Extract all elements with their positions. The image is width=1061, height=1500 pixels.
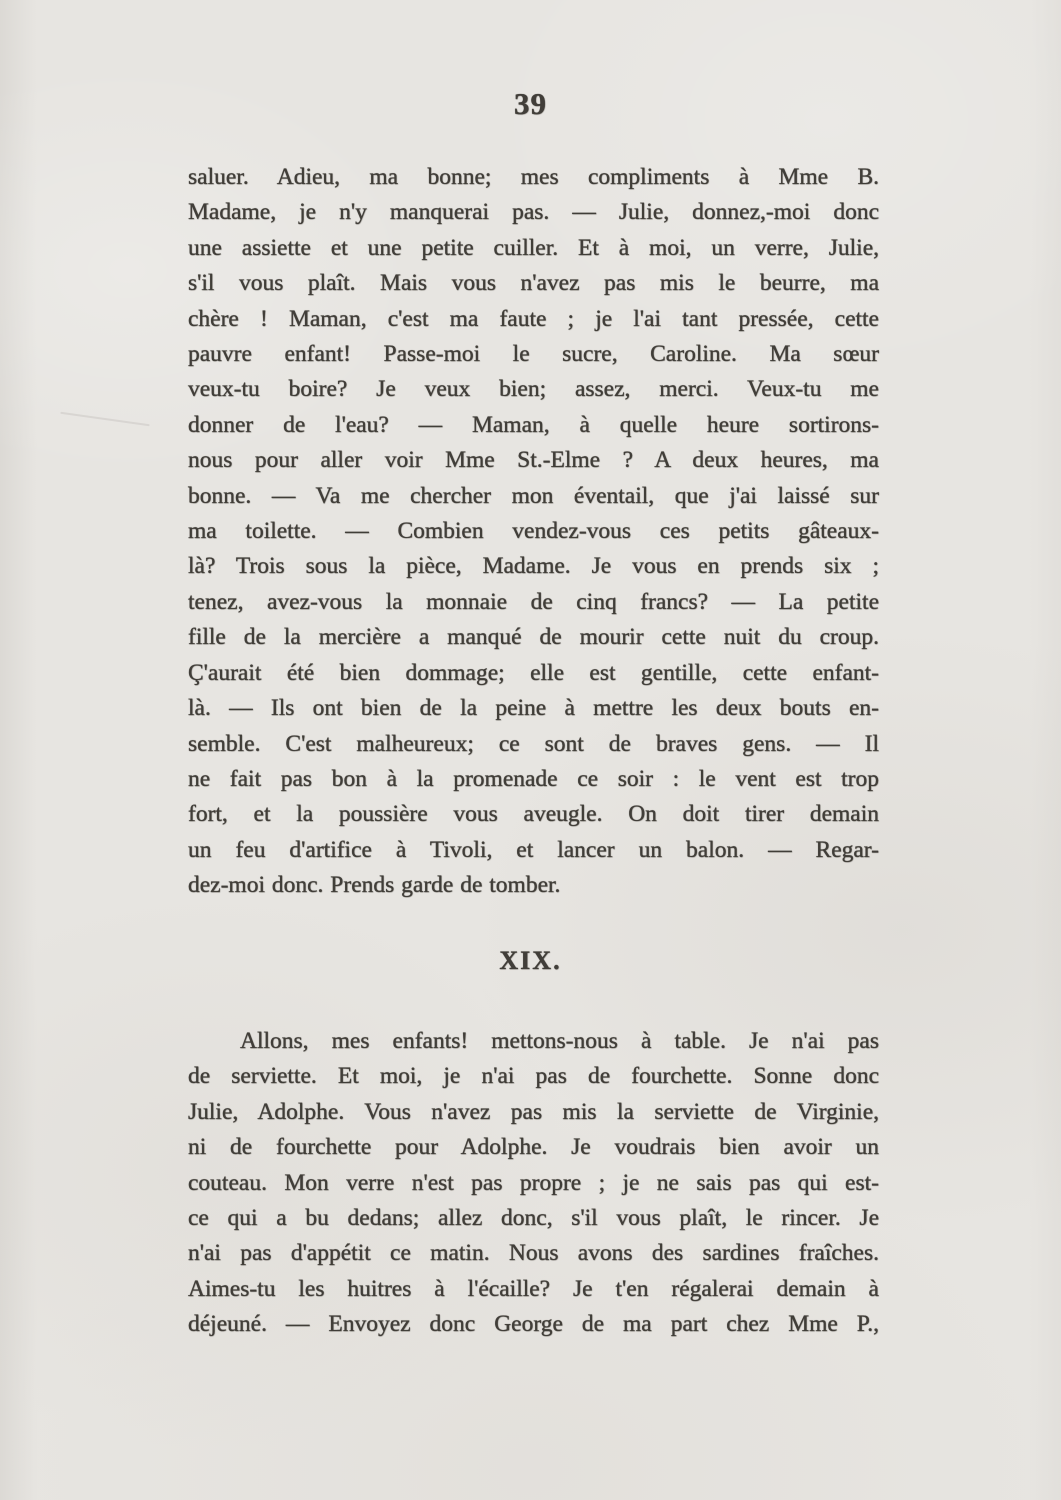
text-line: chère ! Maman, c'est ma faute ; je l'ai tant pressée, cette: [188, 305, 879, 332]
text-line: Aimes-tu les huitres à l'écaille? Je t'en régalerai demain à: [188, 1275, 879, 1302]
text-line: fort, et la poussière vous aveugle. On doit tirer demain: [188, 801, 879, 828]
text-line: semble. C'est malheureux; ce sont de braves gens. — Il: [188, 730, 879, 757]
text-line: déjeuné. — Envoyez donc George de ma part chez Mme P.,: [188, 1311, 879, 1338]
text-line: de serviette. Et moi, je n'ai pas de fourchette. Sonne donc: [188, 1063, 879, 1090]
text-line: une assiette et une petite cuiller. Et à moi, un verre, Julie,: [188, 234, 879, 261]
text-line: nous pour aller voir Mme St.-Elme ? A deux heures, ma: [188, 447, 879, 474]
paragraph-2: [188, 1024, 879, 1343]
paper-crease: [60, 412, 149, 427]
text-line: tenez, avez-vous la monnaie de cinq francs? — La petite: [188, 588, 879, 615]
text-line: s'il vous plaît. Mais vous n'avez pas mis le beurre, ma: [188, 270, 879, 297]
text-line: dez-moi donc. Prends garde de tomber.: [188, 872, 561, 899]
text-line: fille de la mercière a manqué de mourir cette nuit du croup.: [188, 624, 879, 651]
paragraph-1: [188, 160, 879, 904]
text-line: ne fait pas bon à la promenade ce soir : le vent est trop: [188, 765, 879, 792]
page-number: 39: [514, 86, 547, 121]
text-line: n'ai pas d'appétit ce matin. Nous avons des sardines fraîches.: [188, 1240, 879, 1267]
text-line: pauvre enfant! Passe-moi le sucre, Caroline. Ma sœur: [188, 341, 879, 368]
text-line: ma toilette. — Combien vendez-vous ces petits gâteaux-: [188, 518, 879, 545]
text-line: Madame, je n'y manquerai pas. — Julie, donnez,-moi donc: [188, 199, 879, 226]
section-heading: XIX.: [499, 946, 562, 975]
text-line: veux-tu boire? Je veux bien; assez, merci. Veux-tu me: [188, 376, 879, 403]
text-line: couteau. Mon verre n'est pas propre ; je ne sais pas qui est-: [188, 1169, 879, 1196]
text-line: donner de l'eau? — Maman, à quelle heure sortirons-: [188, 411, 879, 438]
text-line: là? Trois sous la pièce, Madame. Je vous en prends six ;: [188, 553, 879, 580]
text-line: Ç'aurait été bien dommage; elle est gentille, cette enfant-: [188, 659, 879, 686]
text-line: Allons, mes enfants! mettons-nous à table. Je n'ai pas: [240, 1028, 879, 1054]
text-line: là. — Ils ont bien de la peine à mettre les deux bouts en-: [188, 695, 879, 722]
text-line: bonne. — Va me chercher mon éventail, que j'ai laissé sur: [188, 482, 879, 509]
text-line: saluer. Adieu, ma bonne; mes compliments à Mme B.: [188, 164, 879, 190]
text-line: Julie, Adolphe. Vous n'avez pas mis la serviette de Virginie,: [188, 1098, 879, 1125]
text-line: ni de fourchette pour Adolphe. Je voudrais bien avoir un: [188, 1134, 879, 1161]
text-line: ce qui a bu dedans; allez donc, s'il vous plaît, le rincer. Je: [188, 1205, 879, 1232]
text-line: un feu d'artifice à Tivoli, et lancer un balon. — Regar-: [188, 836, 879, 863]
